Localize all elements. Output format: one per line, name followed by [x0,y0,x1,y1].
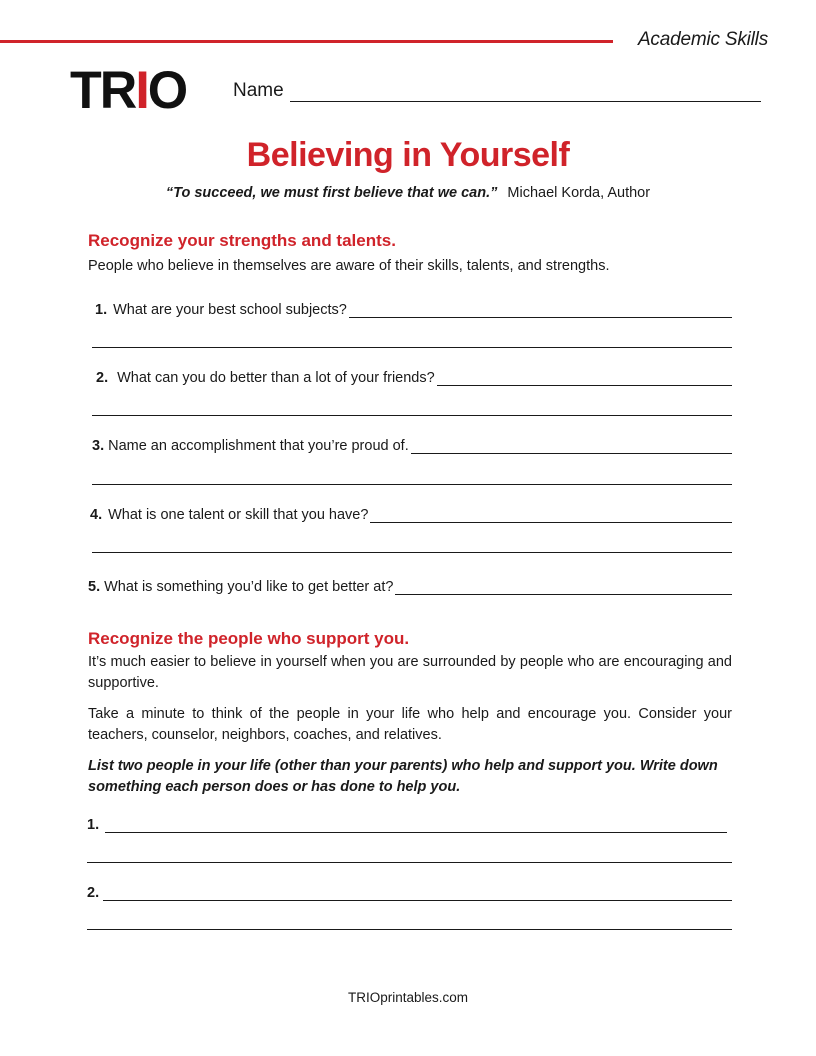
logo-prefix: TR [70,61,136,120]
support-paragraph-1: It’s much easier to believe in yourself when you are surrounded by people who are encouraging and supportive. [88,654,732,691]
name-row [233,80,761,102]
support-paragraph-2: Take a minute to think of the people in your life who help and encourage you. Consider your teachers, counselor, neighbors, coaches, and relatives. [88,706,732,743]
support-instruction: List two people in your life (other than your parents) who help and support you. Write down something each person does or has done to help you. [88,758,718,795]
answer-field[interactable] [370,507,732,523]
question-text: What is something you’d like to get better at? [104,579,394,595]
question-3 [92,438,732,454]
entry-number: 1. [87,817,100,833]
page-title: Believing in Yourself [246,136,570,174]
logo-suffix: O [147,61,187,120]
question-number: 4. [90,507,103,523]
person-entry-2 [87,885,732,901]
person-entry-1 [87,817,727,833]
question-5 [88,579,732,595]
answer-field[interactable] [395,579,732,595]
answer-line[interactable] [92,347,732,348]
person-detail-line[interactable] [87,862,732,863]
quote-text: “To succeed, we must first believe that we can.” [165,185,498,201]
question-2 [96,370,732,386]
trio-logo [70,61,187,120]
quote-author: Michael Korda, Author [507,185,651,201]
section-intro-strengths: People who believe in themselves are aware of their skills, talents, and strengths. [88,258,610,274]
section-heading-strengths: Recognize your strengths and talents. [88,231,396,250]
question-number: 2. [96,370,109,386]
category-label: Academic Skills [637,29,768,50]
person-field[interactable] [103,885,732,901]
answer-line[interactable] [92,552,732,553]
quote [0,185,816,201]
question-number: 1. [95,302,108,318]
question-text: Name an accomplishment that you’re proud of. [108,438,409,454]
person-field[interactable] [105,817,727,833]
entry-number: 2. [87,885,100,901]
section-heading-support: Recognize the people who support you. [88,629,410,648]
footer-site: TRIOprintables.com [347,990,469,1005]
question-number: 5. [88,579,101,595]
question-1 [95,302,732,318]
answer-line[interactable] [92,415,732,416]
question-4 [90,507,732,523]
answer-line[interactable] [92,484,732,485]
logo-accent: I [135,61,148,120]
name-field[interactable] [290,82,761,102]
answer-field[interactable] [411,438,732,454]
question-text: What are your best school subjects? [113,302,347,318]
name-label: Name [233,80,284,101]
answer-field[interactable] [437,370,732,386]
question-number: 3. [92,438,105,454]
answer-field[interactable] [349,302,732,318]
question-text: What can you do better than a lot of your friends? [117,370,435,386]
header-rule [0,40,613,43]
question-text: What is one talent or skill that you have? [108,507,369,523]
person-detail-line[interactable] [87,929,732,930]
